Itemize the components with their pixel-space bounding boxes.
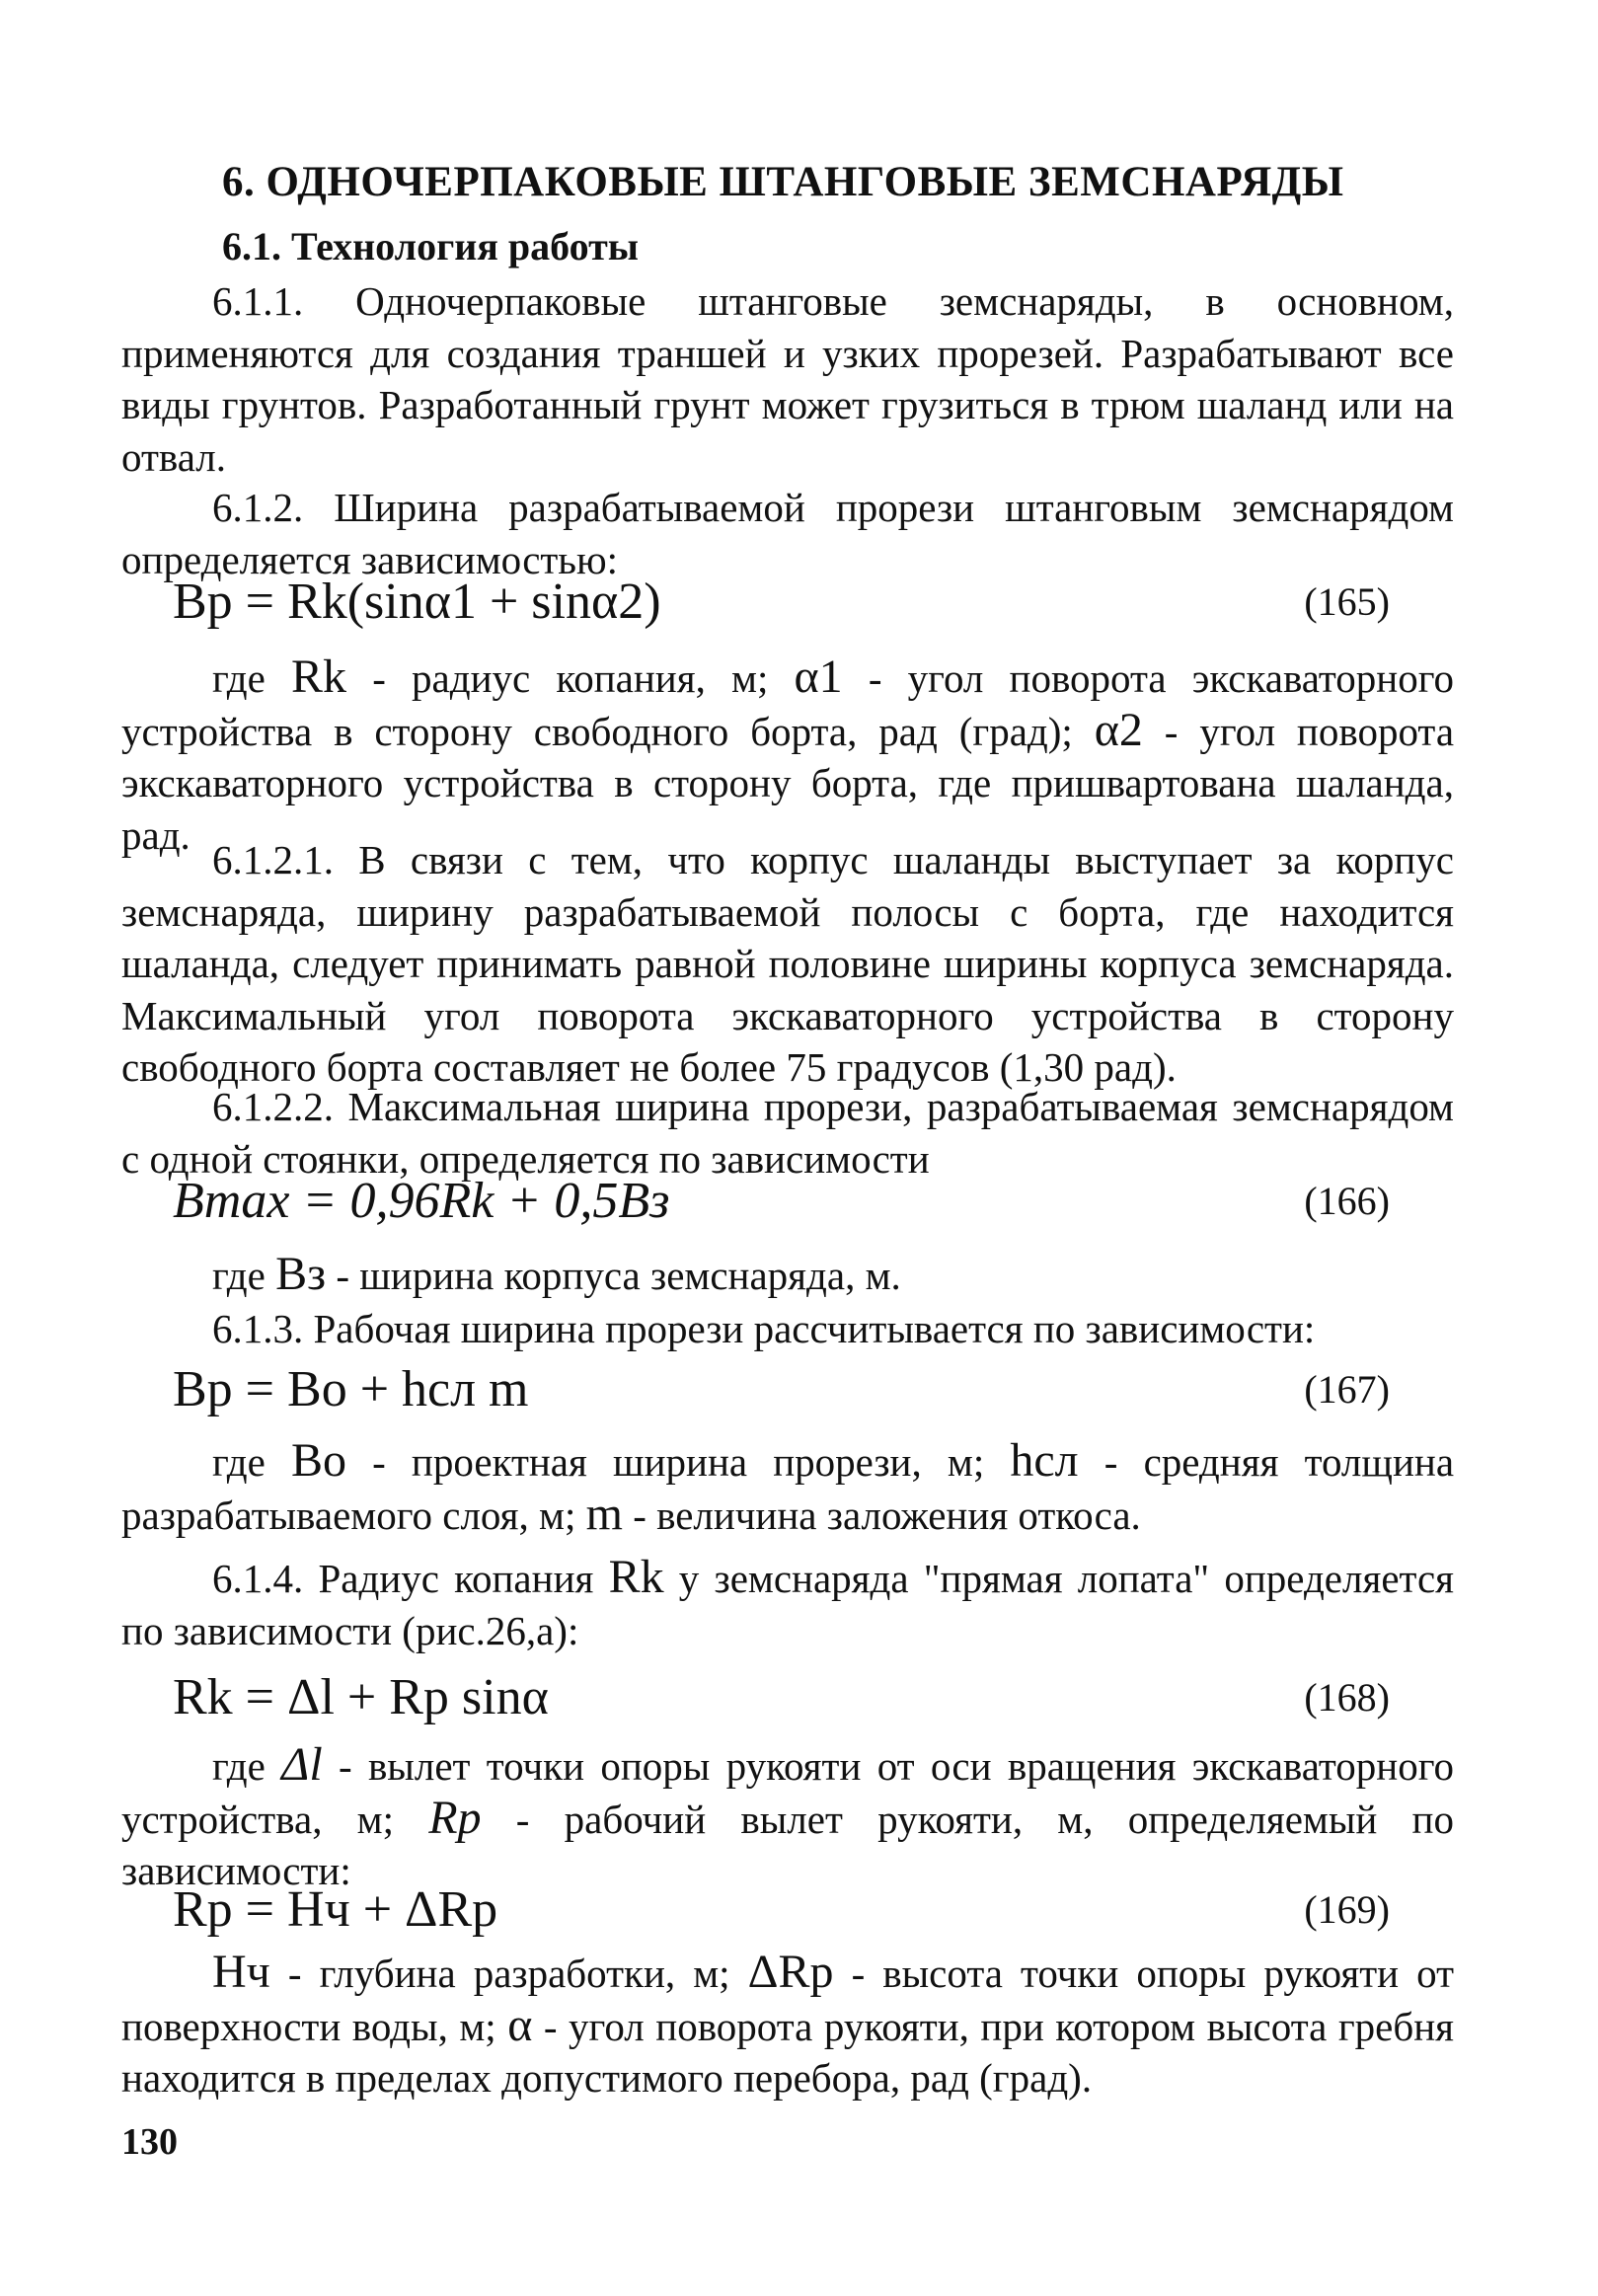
equation-165 [173, 573, 1390, 632]
word: где [212, 1743, 266, 1789]
definition-text [121, 1435, 1454, 1541]
equation-number: (166) [1304, 1179, 1390, 1223]
text: - высота точки опоры рукояти от поверхности воды, м; [121, 1951, 1455, 2049]
symbol: α [507, 1998, 533, 2051]
formula: Bр = Bо + hсл m [173, 1361, 529, 1417]
formula: Bmax = 0,96Rk + 0,5Bз [173, 1173, 670, 1229]
where-block-167 [121, 1435, 1454, 1541]
page-number: 130 [121, 2121, 178, 2163]
paragraph-text: 6.1.2. Ширина разрабатываемой прорези штанговым земснарядом определяется зависимостью: [121, 485, 1454, 582]
text: - угол поворота экскаваторного устройства в сторону борта, где пришвартована шаланда, рад. [121, 708, 1455, 858]
text: - средняя толщина разрабатываемого слоя, м; [121, 1439, 1455, 1538]
formula: Bр = Rk(sinα1 + sinα2) [173, 574, 661, 630]
equation-167 [173, 1360, 1390, 1419]
paragraph-text: 6.1.2.1. В связи с тем, что корпус шаланды выступает за корпус земснаряда, ширину разрабатываемой полосы с борта, где находится шаланда, следует принимать равной половине ширины корпуса земснаряда. Максимальный угол поворота экскаваторного устройства в сторону свободного борта составляет не более 75 градусов (1,30 рад). [121, 837, 1454, 1090]
where-block-168 [121, 1739, 1454, 1897]
word: где [212, 1253, 266, 1298]
formula: Rр = Hч + ΔRр [173, 1881, 498, 1938]
symbol: Δl [281, 1738, 323, 1791]
paragraph-text: 6.1.2.2. Максимальная ширина прорези, разрабатываемая земснарядом с одной стоянки, определяется по зависимости [121, 1084, 1454, 1182]
text: - угол поворота рукояти, при котором высота гребня находится в пределах допустимого перебора, рад (град). [121, 2003, 1455, 2101]
word: где [212, 655, 266, 701]
equation-166 [173, 1172, 1390, 1231]
text: - проектная ширина прорези, м; [372, 1439, 985, 1485]
paragraph-6-1-4 [121, 1552, 1454, 1656]
chapter-heading: 6. ОДНОЧЕРПАКОВЫЕ ШТАНГОВЫЕ ЗЕМСНАРЯДЫ [222, 159, 1344, 205]
paragraph-6-1-2-1 [121, 834, 1454, 1094]
paragraph-text [121, 1552, 1454, 1656]
symbol: ΔRр [747, 1946, 834, 1998]
equation-number: (165) [1304, 579, 1390, 624]
paragraph-6-1-2 [121, 482, 1454, 585]
equation-169 [173, 1880, 1390, 1940]
symbol: Bо [290, 1434, 346, 1487]
equation-number: (167) [1304, 1367, 1390, 1412]
where-block-169 [121, 1947, 1454, 2105]
equation-number: (168) [1304, 1675, 1390, 1720]
text: - радиус копания, м; [372, 655, 769, 701]
text: - рабочий вылет рукояти, м, определяемый по зависимости: [121, 1796, 1455, 1893]
where-block-165 [121, 651, 1454, 861]
text: 6.1.4. Радиус копания [212, 1556, 594, 1601]
symbol: α1 [794, 651, 843, 703]
symbol: Bз [275, 1248, 327, 1300]
equation-168 [173, 1668, 1390, 1727]
definition-text [121, 1739, 1454, 1897]
symbol: hсл [1010, 1434, 1079, 1487]
section-heading: 6.1. Технология работы [222, 224, 639, 268]
symbol: Rk [608, 1551, 664, 1603]
definition-text [121, 1249, 1454, 1302]
symbol: Rk [291, 651, 347, 703]
definition-text [121, 651, 1454, 861]
paragraph-6-1-2-2 [121, 1081, 1454, 1185]
symbol: Hч [212, 1946, 270, 1998]
paragraph-6-1-3 [121, 1303, 1454, 1355]
word: где [212, 1439, 266, 1485]
formula: Rk = Δl + Rр sinα [173, 1669, 549, 1725]
symbol: Rр [428, 1791, 482, 1844]
paragraph-6-1-1 [121, 275, 1454, 483]
symbol: α2 [1094, 703, 1143, 756]
paragraph-text: 6.1.1. Одночерпаковые штанговые земснаряды, в основном, применяются для создания траншей и узких прорезей. Разрабатывают все виды грунтов. Разработанный грунт может грузиться в трюм шаланд или на отвал. [121, 278, 1454, 480]
paragraph-text: 6.1.3. Рабочая ширина прорези рассчитывается по зависимости: [212, 1306, 1316, 1351]
text: - вылет точки опоры рукояти от оси вращения экскаваторного устройства, м; [121, 1743, 1454, 1842]
text: у земснаряда "прямая лопата" определяется по зависимости (рис.26,а): [121, 1556, 1454, 1653]
text: - ширина корпуса земснаряда, м. [336, 1253, 901, 1298]
text: - величина заложения откоса. [633, 1492, 1141, 1538]
text: - угол поворота экскаваторного устройства в сторону свободного борта, рад (град); [121, 655, 1455, 754]
equation-number: (169) [1304, 1887, 1390, 1932]
text: - глубина разработки, м; [287, 1951, 730, 1996]
where-block-166 [121, 1249, 1454, 1302]
symbol: m [585, 1487, 623, 1540]
definition-text [121, 1947, 1454, 2105]
